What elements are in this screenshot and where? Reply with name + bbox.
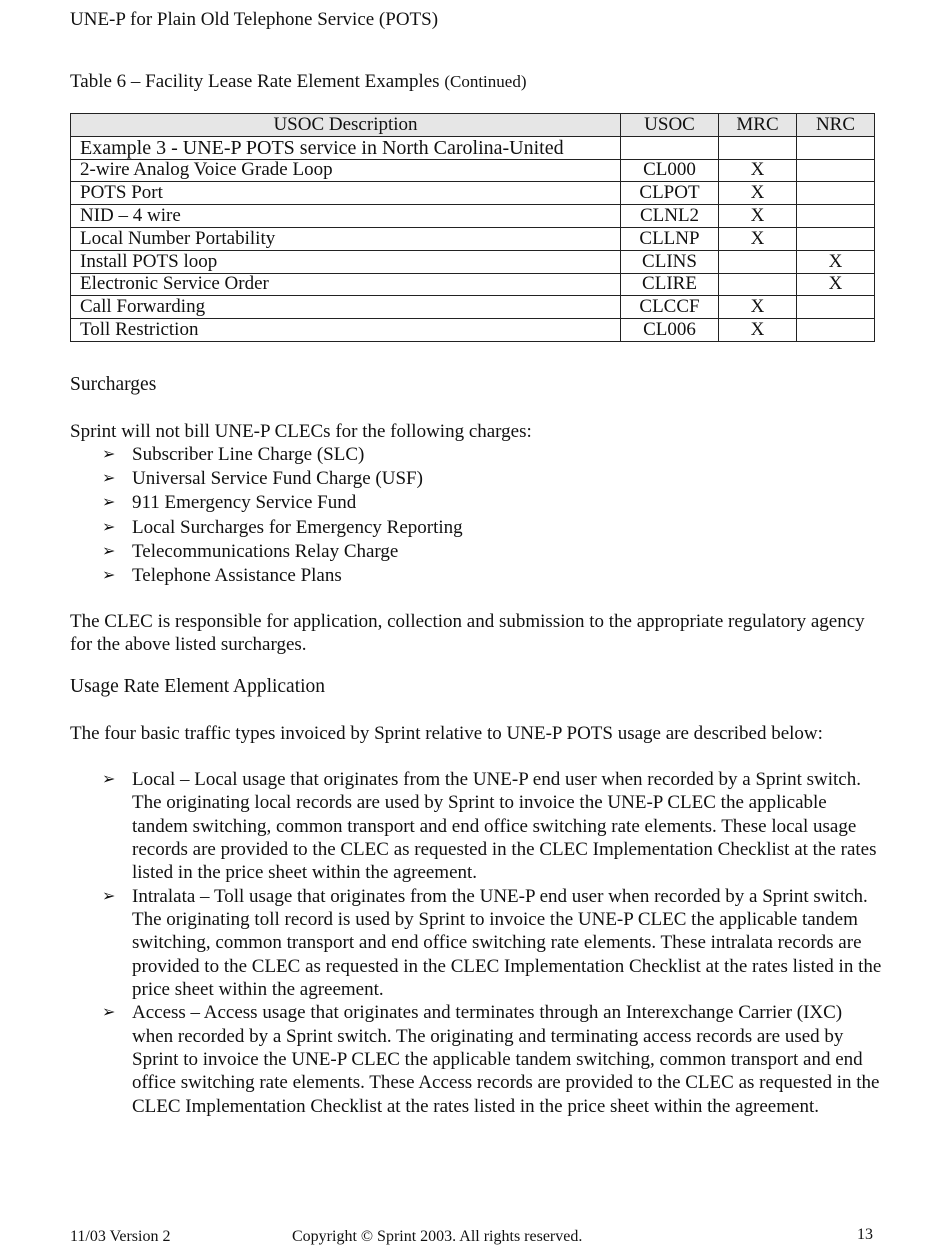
arrow-bullet-icon: ➢ — [102, 542, 116, 560]
list-item — [102, 885, 882, 1002]
cell-mrc: X — [719, 159, 797, 182]
table-caption-title: Table 6 – Facility Lease Rate Element Examples — [70, 71, 440, 92]
cell-usoc: CLCCF — [621, 296, 719, 319]
arrow-bullet-icon: ➢ — [102, 1004, 116, 1022]
list-item-text: Local – Local usage that originates from the UNE-P end user when recorded by a Sprint switch. The originating local records are used by Sprint to invoice the UNE-P CLEC the applicable tandem switching, common transport and end office switching rate elements. These local usage records are provided to the CLEC as requested in the CLEC Implementation Checklist at the rates listed in the price sheet within the agreement. — [132, 769, 877, 884]
table-row — [71, 159, 875, 182]
cell-usoc: CLNL2 — [621, 205, 719, 228]
table-row — [71, 250, 875, 273]
empty-cell — [797, 136, 875, 159]
table-row — [71, 296, 875, 319]
table-caption — [70, 70, 526, 93]
example-title-row — [71, 136, 875, 159]
list-item-text: 911 Emergency Service Fund — [132, 492, 357, 514]
list-item-text: Telecommunications Relay Charge — [132, 540, 399, 562]
surcharge-list — [102, 443, 463, 588]
cell-description: 2-wire Analog Voice Grade Loop — [71, 159, 621, 182]
list-item — [102, 540, 463, 564]
cell-description: Local Number Portability — [71, 227, 621, 250]
cell-usoc: CLIRE — [621, 273, 719, 296]
page-header: UNE-P for Plain Old Telephone Service (POTS) — [70, 9, 439, 30]
cell-nrc — [797, 296, 875, 319]
table-row — [71, 273, 875, 296]
cell-description: POTS Port — [71, 182, 621, 205]
list-item — [102, 564, 463, 588]
list-item — [102, 516, 463, 540]
cell-nrc — [797, 182, 875, 205]
cell-mrc: X — [719, 319, 797, 342]
empty-cell — [719, 136, 797, 159]
list-item-text: Local Surcharges for Emergency Reporting — [132, 516, 463, 538]
list-item-text: Telephone Assistance Plans — [132, 564, 342, 586]
page-number: 13 — [857, 1226, 873, 1243]
cell-nrc: X — [797, 250, 875, 273]
header-usoc: USOC — [621, 114, 719, 137]
list-item-text: Access – Access usage that originates and terminates through an Interexchange Carrier (IXC) when recorded by a Sprint switch. The originating and terminating access records are used by Sprint to invoice the UNE-P CLEC the applicable tandem switching, common transport and end office switching rate elements. These Access records are provided to the CLEC as requested in the CLEC Implementation Checklist at the rates listed in the price sheet within the agreement. — [132, 1002, 880, 1117]
cell-nrc — [797, 205, 875, 228]
arrow-bullet-icon: ➢ — [102, 518, 116, 536]
list-item-text: Subscriber Line Charge (SLC) — [132, 444, 365, 465]
header-usoc-description: USOC Description — [71, 114, 621, 137]
table-row — [71, 319, 875, 342]
empty-cell — [621, 136, 719, 159]
list-item-text: Universal Service Fund Charge (USF) — [132, 468, 423, 490]
list-item-text: Intralata – Toll usage that originates from the UNE-P end user when recorded by a Sprint switch. The originating toll record is used by Sprint to invoice the UNE-P CLEC the applicable tandem switching, common transport and end office switching rate elements. These intralata records are provided to the CLEC as requested in the CLEC Implementation Checklist at the rates listed in the price sheet within the agreement. — [132, 885, 882, 1001]
cell-mrc: X — [719, 296, 797, 319]
example-title: Example 3 - UNE-P POTS service in North Carolina-United — [71, 136, 621, 159]
header-mrc: MRC — [719, 114, 797, 137]
cell-mrc — [719, 250, 797, 273]
footer-copyright: Copyright © Sprint 2003. All rights reserved. — [292, 1228, 583, 1245]
list-item — [102, 467, 463, 491]
table-caption-continued: (Continued) — [444, 72, 527, 91]
table-row — [71, 182, 875, 205]
cell-nrc — [797, 159, 875, 182]
cell-usoc: CL006 — [621, 319, 719, 342]
list-item — [102, 768, 882, 885]
cell-description: Call Forwarding — [71, 296, 621, 319]
cell-usoc: CLPOT — [621, 182, 719, 205]
arrow-bullet-icon: ➢ — [102, 494, 116, 512]
cell-nrc — [797, 227, 875, 250]
list-item — [102, 1001, 882, 1118]
cell-nrc — [797, 319, 875, 342]
cell-mrc: X — [719, 182, 797, 205]
rate-element-table — [70, 113, 875, 342]
usage-heading: Usage Rate Element Application — [70, 676, 326, 697]
arrow-bullet-icon: ➢ — [102, 470, 116, 488]
cell-usoc: CLINS — [621, 250, 719, 273]
cell-usoc: CL000 — [621, 159, 719, 182]
cell-mrc: X — [719, 227, 797, 250]
cell-description: Install POTS loop — [71, 250, 621, 273]
table-row — [71, 205, 875, 228]
cell-description: NID – 4 wire — [71, 205, 621, 228]
cell-mrc: X — [719, 205, 797, 228]
usage-intro: The four basic traffic types invoiced by Sprint relative to UNE-P POTS usage are described below: — [70, 723, 823, 744]
table-row — [71, 227, 875, 250]
list-item — [102, 491, 463, 515]
footer-version: 11/03 Version 2 — [70, 1228, 171, 1245]
table-header-row — [71, 114, 875, 137]
cell-nrc: X — [797, 273, 875, 296]
header-nrc: NRC — [797, 114, 875, 137]
cell-usoc: CLLNP — [621, 227, 719, 250]
clec-responsibility-paragraph: The CLEC is responsible for application, collection and submission to the appropriate regulatory agency for the above listed surcharges. — [70, 611, 865, 656]
cell-description: Electronic Service Order — [71, 273, 621, 296]
surcharges-heading: Surcharges — [70, 374, 157, 395]
arrow-bullet-icon: ➢ — [102, 566, 116, 584]
usage-traffic-type-list — [102, 768, 882, 1118]
surcharges-intro: Sprint will not bill UNE-P CLECs for the following charges: — [70, 421, 532, 442]
arrow-bullet-icon: ➢ — [102, 887, 116, 905]
arrow-bullet-icon: ➢ — [102, 446, 116, 463]
arrow-bullet-icon: ➢ — [102, 771, 116, 788]
list-item — [102, 443, 463, 467]
cell-mrc — [719, 273, 797, 296]
cell-description: Toll Restriction — [71, 319, 621, 342]
